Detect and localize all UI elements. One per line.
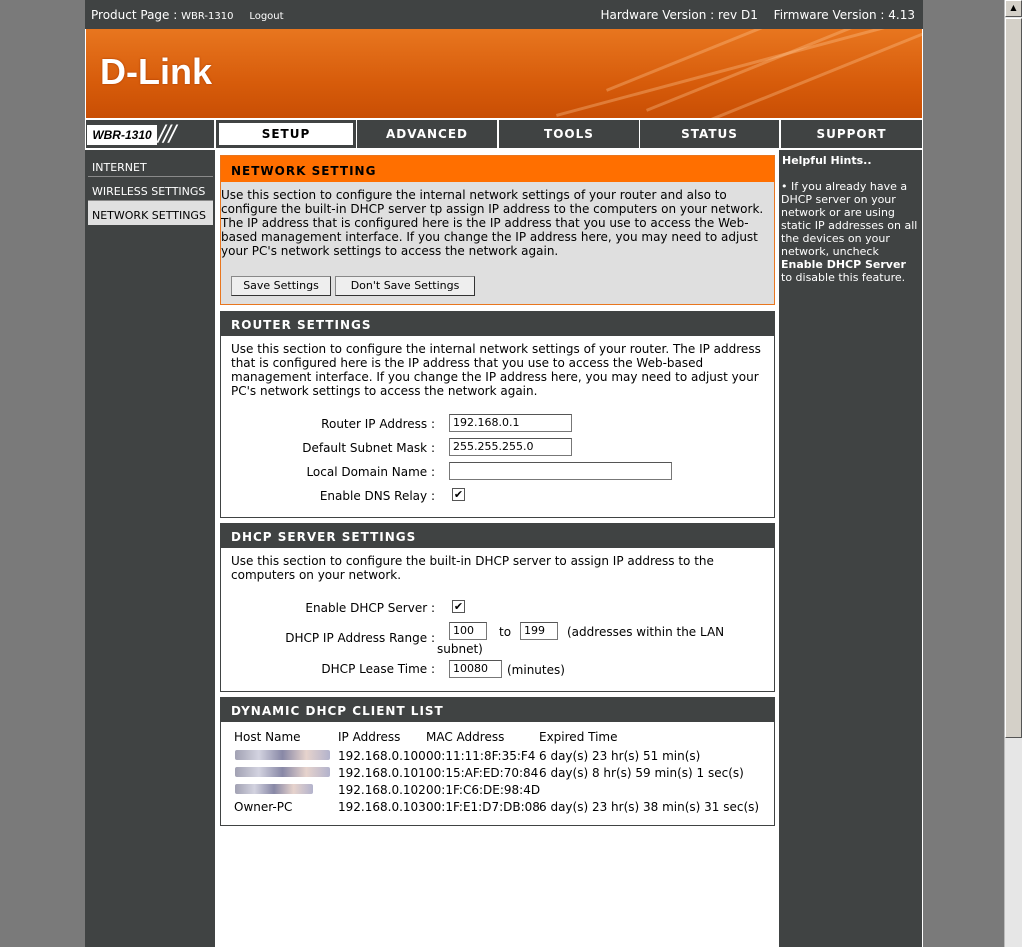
checkmark-icon: ✔ — [453, 600, 464, 613]
subnet-mask-label: Default Subnet Mask : — [302, 441, 435, 455]
client-mac: 00:11:11:8F:35:F4 — [426, 749, 536, 763]
tab-status[interactable]: STATUS — [640, 120, 779, 148]
col-header-ip: IP Address — [338, 730, 401, 744]
model-label: WBR-1310 — [87, 125, 157, 145]
slashes-decoration: /// — [158, 122, 175, 147]
router-ip-input[interactable]: 192.168.0.1 — [449, 414, 572, 432]
local-domain-label: Local Domain Name : — [306, 465, 435, 479]
client-expires: 6 day(s) 8 hr(s) 59 min(s) 1 sec(s) — [539, 766, 744, 780]
router-admin-page — [85, 0, 923, 947]
lease-time-input[interactable]: 10080 — [449, 660, 502, 678]
dns-relay-label: Enable DNS Relay : — [319, 489, 435, 503]
client-mac: 00:15:AF:ED:70:84 — [426, 766, 539, 780]
scroll-thumb[interactable] — [1005, 18, 1022, 738]
enable-dhcp-checkbox[interactable] — [452, 600, 465, 613]
tab-support[interactable]: SUPPORT — [781, 120, 922, 148]
main-nav — [85, 118, 923, 150]
logout-link[interactable]: Logout — [249, 11, 284, 22]
col-header-host: Host Name — [234, 730, 301, 744]
triangle-up-icon: ▲ — [1010, 3, 1017, 12]
model-badge — [86, 120, 214, 148]
sidebar-item-internet[interactable]: INTERNET — [88, 153, 213, 177]
client-ip: 192.168.0.103 — [338, 800, 426, 814]
checkmark-icon: ✔ — [453, 488, 464, 501]
hints-text — [781, 180, 919, 284]
dns-relay-checkbox[interactable] — [452, 488, 465, 501]
range-to-label: to — [499, 625, 512, 639]
lease-time-label: DHCP Lease Time : — [321, 662, 435, 676]
tab-setup[interactable]: SETUP — [216, 120, 356, 148]
version-info — [588, 8, 915, 22]
redacted-hostname — [235, 784, 313, 794]
product-model-link[interactable]: WBR-1310 — [181, 11, 234, 22]
col-header-expires: Expired Time — [539, 730, 618, 744]
network-setting-description: Use this section to configure the internal network settings of your router and also to configure the built-in DHCP server tp assign IP address to the computers on your network. The IP address that is configured here is the IP address that you use to access the Web-based management interface. If you change the IP address here, you may need to adjust your PC's network settings to access the network again. — [221, 188, 764, 258]
client-ip: 192.168.0.102 — [338, 783, 426, 797]
subnet-mask-input[interactable]: 255.255.255.0 — [449, 438, 572, 456]
client-expires: 6 day(s) 23 hr(s) 38 min(s) 31 sec(s) — [539, 800, 760, 814]
scroll-up-button[interactable] — [1005, 0, 1022, 17]
helpful-hints-panel — [779, 150, 922, 947]
sidebar-item-network-settings[interactable]: NETWORK SETTINGS — [88, 201, 213, 225]
local-domain-input[interactable] — [449, 462, 672, 480]
router-settings-description: Use this section to configure the internal network settings of your router. The IP address that is configured here is the IP address that you use to access the Web-based management interface. If you change the IP address here, you may need to adjust your PC's network settings to access the network again. — [231, 342, 761, 398]
col-header-mac: MAC Address — [426, 730, 505, 744]
router-settings-title: ROUTER SETTINGS — [221, 312, 774, 336]
dhcp-server-description: Use this section to configure the built-in DHCP server to assign IP address to the computers on your network. — [231, 554, 714, 582]
brand-banner — [86, 29, 922, 118]
hardware-version: Hardware Version : rev D1 — [600, 8, 758, 22]
range-note-continued: subnet) — [437, 642, 483, 656]
hints-text-before: • If you already have a DHCP server on your network or are using static IP addresses on all the devices on your network, uncheck — [781, 180, 918, 258]
dhcp-range-start-input[interactable]: 100 — [449, 622, 487, 640]
enable-dhcp-label: Enable DHCP Server : — [305, 601, 435, 615]
product-page-label: Product Page : — [91, 8, 178, 22]
client-list-title: DYNAMIC DHCP CLIENT LIST — [221, 698, 774, 722]
banner-stripe — [646, 29, 922, 112]
top-bar — [85, 0, 923, 29]
tab-advanced[interactable]: ADVANCED — [357, 120, 497, 148]
client-host: Owner-PC — [234, 800, 293, 814]
vertical-scrollbar[interactable] — [1004, 0, 1022, 947]
hints-text-after: to disable this feature. — [781, 271, 906, 284]
hints-text-bold: Enable DHCP Server — [781, 258, 906, 271]
sidebar — [85, 150, 215, 947]
client-mac: 00:1F:C6:DE:98:4D — [426, 783, 541, 797]
hints-title: Helpful Hints.. — [782, 154, 872, 167]
dhcp-range-label: DHCP IP Address Range : — [285, 631, 435, 645]
tab-tools[interactable]: TOOLS — [499, 120, 639, 148]
router-ip-label: Router IP Address : — [321, 417, 435, 431]
redacted-hostname — [235, 750, 330, 760]
dhcp-range-end-input[interactable]: 199 — [520, 622, 558, 640]
sidebar-item-wireless-settings[interactable]: WIRELESS SETTINGS — [88, 177, 213, 201]
client-expires: 6 day(s) 23 hr(s) 51 min(s) — [539, 749, 701, 763]
dlink-logo[interactable]: D-Link — [100, 51, 212, 92]
firmware-version: Firmware Version : 4.13 — [773, 8, 915, 22]
dhcp-server-title: DHCP SERVER SETTINGS — [221, 524, 774, 548]
product-page-info — [91, 8, 284, 22]
network-setting-title: NETWORK SETTING — [221, 156, 774, 182]
range-note: (addresses within the LAN — [567, 625, 725, 639]
redacted-hostname — [235, 767, 330, 777]
lease-unit: (minutes) — [507, 663, 565, 677]
client-mac: 00:1F:E1:D7:DB:08 — [426, 800, 540, 814]
client-ip: 192.168.0.101 — [338, 766, 426, 780]
save-settings-button[interactable]: Save Settings — [231, 276, 331, 296]
dont-save-settings-button[interactable]: Don't Save Settings — [335, 276, 475, 296]
client-ip: 192.168.0.100 — [338, 749, 426, 763]
